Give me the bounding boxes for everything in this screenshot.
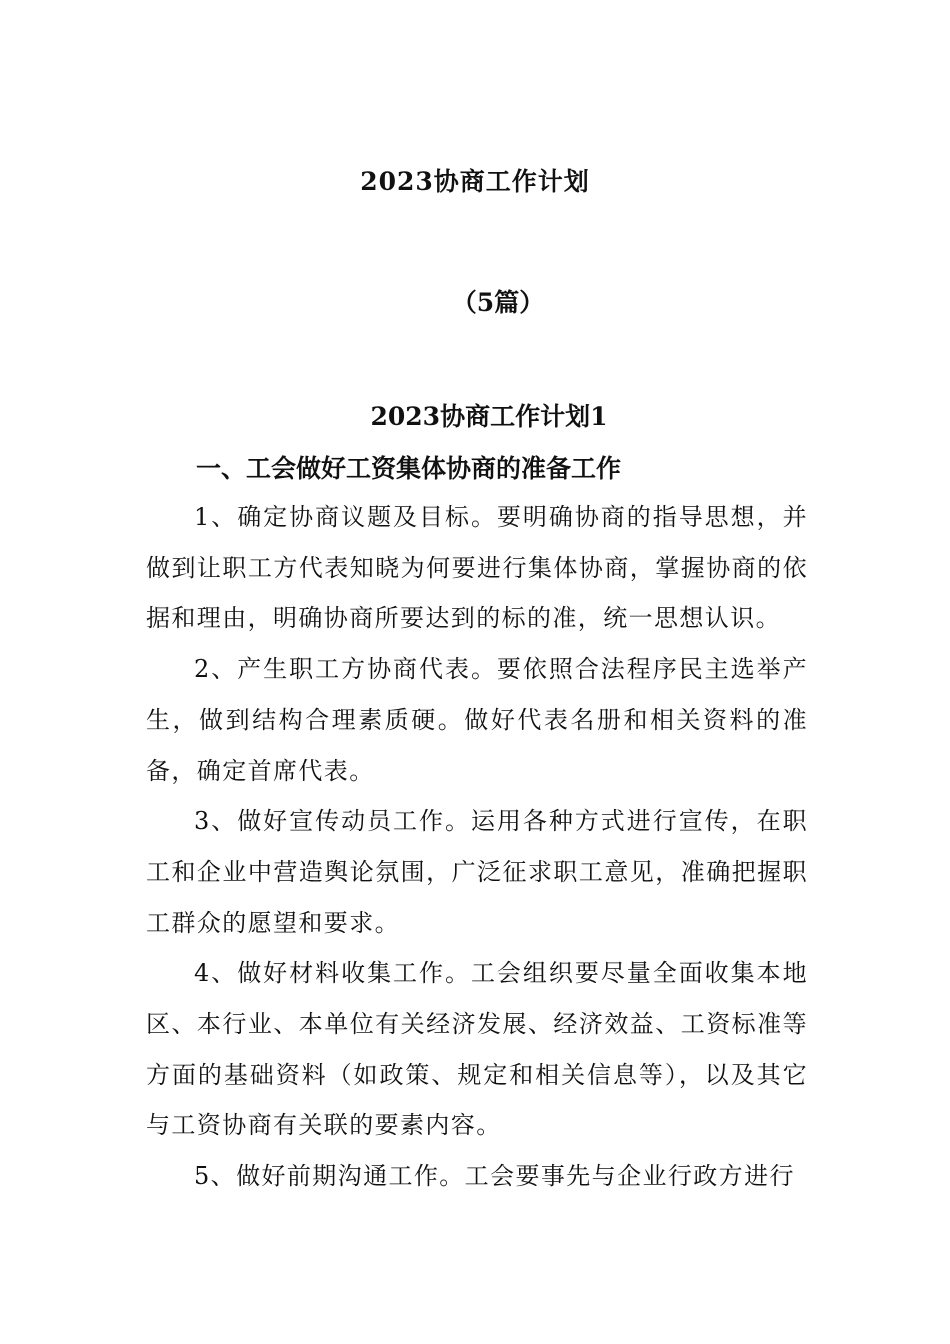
paragraph-4: 4、做好材料收集工作。工会组织要尽量全面收集本地区、本行业、本单位有关经济发展、经济效益、工资标准等方面的基础资料（如政策、规定和相关信息等），以及其它与工资协商有关联的要素内容。 xyxy=(146,959,808,1140)
section-heading: 一、工会做好工资集体协商的准备工作 xyxy=(196,454,622,483)
paragraph-1: 1、确定协商议题及目标。要明确协商的指导思想，并做到让职工方代表知晓为何要进行集体协商，掌握协商的依据和理由，明确协商所要达到的标的准，统一思想认识。 xyxy=(146,503,808,633)
document-title: 2023协商工作计划 xyxy=(360,167,590,196)
paragraph-5: 5、做好前期沟通工作。工会要事先与企业行政方进行 xyxy=(194,1162,795,1191)
paragraph-3: 3、做好宣传动员工作。运用各种方式进行宣传，在职工和企业中营造舆论氛围，广泛征求职工意见，准确把握职工群众的愿望和要求。 xyxy=(146,807,808,937)
section-title: 2023协商工作计划1 xyxy=(370,402,608,431)
body-text xyxy=(146,492,808,1202)
paragraph-2: 2、产生职工方协商代表。要依照合法程序民主选举产生，做到结构合理素质硬。做好代表名册和相关资料的准备，确定首席代表。 xyxy=(146,655,808,785)
document-subtitle: （5篇） xyxy=(451,288,545,317)
